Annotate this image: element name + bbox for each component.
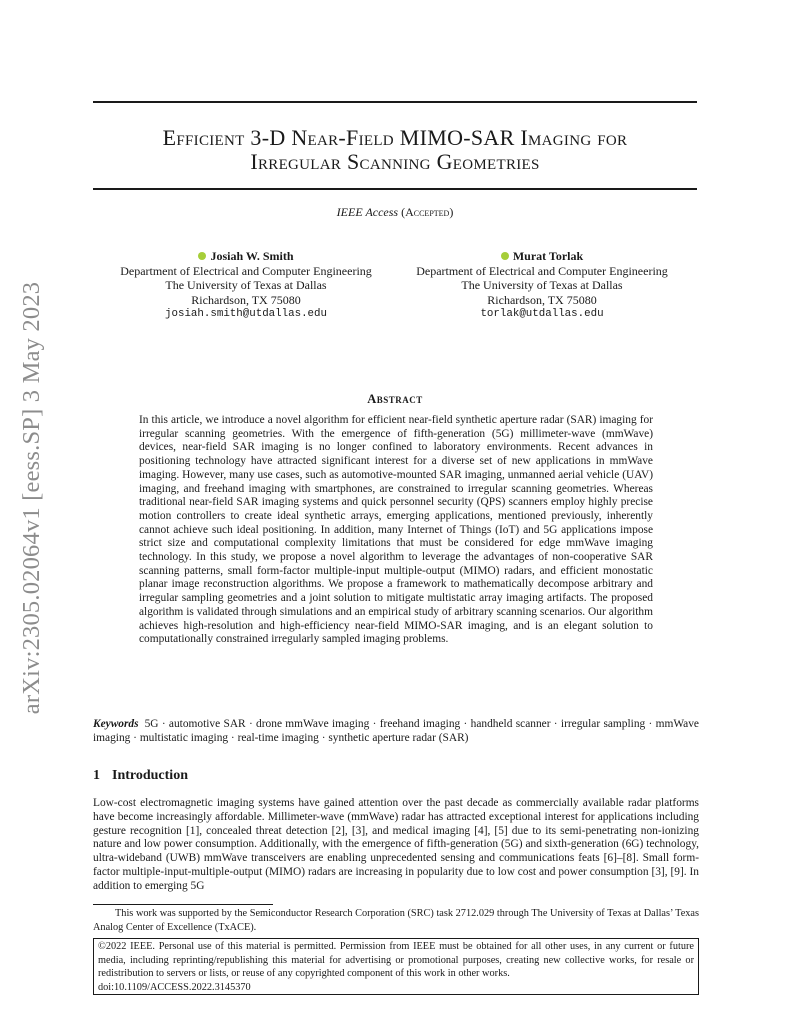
venue-line xyxy=(93,205,697,220)
keywords-list: 5G · automotive SAR · drone mmWave imaging · freehand imaging · handheld scanner · irregular sampling · mmWave imaging · multistatic imaging · real-time imaging · synthetic aperture radar (SAR) xyxy=(93,718,699,744)
author-department: Department of Electrical and Computer Engineering xyxy=(120,263,372,278)
author-name-row xyxy=(96,249,396,264)
copyright-text: ©2022 IEEE. Personal use of this material is permitted. Permission from IEEE must be obtained for all other uses, in any current or future media, including reprinting/republishing this material for advertising or promotional purposes, creating new collective works, for resale or redistribution to servers or lists, or reuse of any copyrighted component of this work in other works. xyxy=(98,941,694,979)
footnote-rule xyxy=(93,904,273,905)
author-department: Department of Electrical and Computer Engineering xyxy=(416,263,668,278)
paper-title-line-2: Irregular Scanning Geometries xyxy=(250,149,540,174)
orcid-icon[interactable] xyxy=(501,252,509,260)
abstract-body: In this article, we introduce a novel algorithm for efficient near-field synthetic aperture radar (SAR) imaging for irregular scanning geometries. With the emergence of fifth-generation (5G) millimeter-wave (mmWave) devices, near-field SAR imaging is no longer confined to laboratory environments. Recent advances in positioning technology have attracted significant interest for a diverse set of new applications in mmWave imaging. However, many use cases, such as automotive-mounted SAR imaging, unmanned aerial vehicle (UAV) imaging, and freehand imaging with smartphones, are constrained to irregular scanning geometries. Whereas traditional near-field SAR imaging systems and quick personnel security (QPS) scanners employ highly precise motion controllers to create ideal synthetic arrays, emerging applications, mentioned previously, inherently cannot achieve such ideal positioning. In addition, many Internet of Things (IoT) and 5G applications impose strict size and computational complexity limitations that must be considered for edge mmWave imaging technology. In this study, we propose a novel algorithm to leverage the advantages of non-cooperative SAR scanning patterns, small form-factor multiple-input multiple-output (MIMO) radars, and efficient monostatic planar image reconstruction algorithms. We propose a framework to mathematically decompose arbitrary and irregular sampling geometries and a joint solution to mitigate multistatic array imaging artifacts. The proposed algorithm is validated through simulations and an empirical study of arbitrary scanning scenarios. Our algorithm achieves high-resolution and high-efficiency near-field MIMO-SAR imaging, and is an elegant solution to computationally constrained irregularly sampled imaging problems. xyxy=(139,414,653,646)
funding-footnote: This work was supported by the Semiconductor Research Corporation (SRC) task 2712.029 through The University of Texas at Dallas’ Texas Analog Center of Excellence (TxACE). xyxy=(93,908,699,933)
section-number: 1 xyxy=(93,768,100,783)
author-block-1 xyxy=(96,249,396,322)
doi-text[interactable]: doi:10.1109/ACCESS.2022.3145370 xyxy=(98,981,251,993)
abstract-heading: Abstract xyxy=(367,392,423,406)
title-top-rule xyxy=(93,101,697,103)
venue-status: (Accepted) xyxy=(401,205,454,219)
author-location: Richardson, TX 75080 xyxy=(191,292,301,307)
author-location: Richardson, TX 75080 xyxy=(487,292,597,307)
venue-journal: IEEE Access xyxy=(336,205,399,219)
keywords-label: Keywords xyxy=(93,718,139,730)
paper-title-line-1: Efficient 3-D Near-Field MIMO-SAR Imaging for xyxy=(162,125,628,150)
author-university: The University of Texas at Dallas xyxy=(461,278,623,292)
orcid-icon[interactable] xyxy=(198,252,206,260)
author-email[interactable]: torlak@utdallas.edu xyxy=(480,308,604,320)
section-heading-introduction xyxy=(93,768,188,784)
author-name-row xyxy=(392,249,692,264)
copyright-notice xyxy=(93,938,699,995)
title-bottom-rule xyxy=(93,188,697,190)
author-university: The University of Texas at Dallas xyxy=(165,278,327,292)
keywords-paragraph xyxy=(93,718,699,746)
author-name: Josiah W. Smith xyxy=(210,249,294,263)
introduction-body: Low-cost electromagnetic imaging systems have gained attention over the past decade as commercially available radar platforms have become increasingly affordable. Millimeter-wave (mmWave) radar has attracted exceptional interest for applications including gesture recognition [1], concealed threat detection [2], [3], and medical imaging [4], [5] due to its semi-penetrating non-ionizing nature and low power consumption. Additionally, with the emergence of fifth-generation (5G) and sixth-generation (6G) technology, ultra-wideband (UWB) mmWave transceivers are enabling unprecedented sensing and communications feats [6]–[8]. Small form-factor multiple-input-multiple-output (MIMO) radars are increasing in popularity due to low cost and power consumption [3], [9]. In addition to emerging 5G xyxy=(93,797,699,892)
arxiv-sidebar xyxy=(14,0,50,1024)
section-title: Introduction xyxy=(112,768,188,783)
author-block-2 xyxy=(392,249,692,322)
author-email[interactable]: josiah.smith@utdallas.edu xyxy=(165,308,327,320)
arxiv-identifier: arXiv:2305.02064v1 [eess.SP] 3 May 2023 xyxy=(18,281,45,715)
author-name: Murat Torlak xyxy=(512,249,584,263)
